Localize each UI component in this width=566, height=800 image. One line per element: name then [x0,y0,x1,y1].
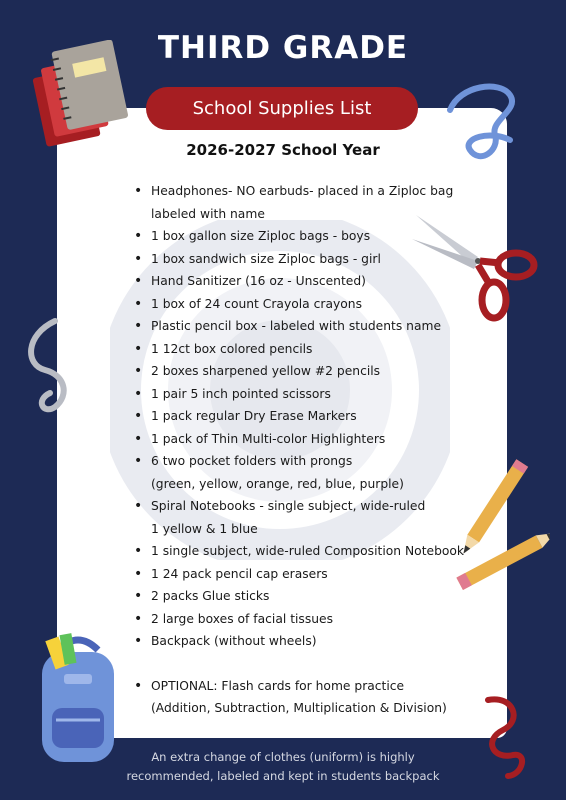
school-year: 2026-2027 School Year [186,141,380,159]
list-item: • Headphones- NO earbuds- placed in a Ziploc bag labeled with name [133,180,473,225]
list-item: • 1 box of 24 count Crayola crayons [133,293,473,316]
list-item: • Hand Sanitizer (16 oz - Unscented) [133,270,473,293]
list-item: • 1 box sandwich size Ziploc bags - girl [133,248,473,271]
squiggle-icon [440,80,530,170]
list-item: • 2 boxes sharpened yellow #2 pencils [133,360,473,383]
list-item: • Backpack (without wheels) [133,630,473,653]
footer-note: An extra change of clothes (uniform) is highly recommended, labeled and kept in students backpack [126,750,440,783]
list-item: • Spiral Notebooks - single subject, wide-ruled 1 yellow & 1 blue [133,495,473,540]
list-item: • 1 12ct box colored pencils [133,338,473,361]
subtitle-banner: School Supplies List [146,87,418,130]
list-item: • 6 two pocket folders with prongs (green, yellow, orange, red, blue, purple) [133,450,473,495]
backpack-icon [28,630,128,770]
page-title: THIRD GRADE [157,30,409,66]
list-item: • 1 pair 5 inch pointed scissors [133,383,473,406]
squiggle-icon [15,315,85,415]
pencil-icon [440,455,550,605]
scissors-icon [408,205,548,325]
notebooks-icon [30,40,140,155]
list-item: • Plastic pencil box - labeled with students name [133,315,473,338]
list-item: • 2 large boxes of facial tissues [133,608,473,631]
list-item: • 1 24 pack pencil cap erasers [133,563,473,586]
list-item-optional: • OPTIONAL: Flash cards for home practice (Addition, Subtraction, Multiplication & Division) [133,675,473,720]
list-item: • 1 pack regular Dry Erase Markers [133,405,473,428]
list-item: • 2 packs Glue sticks [133,585,473,608]
list-item: • 1 box gallon size Ziploc bags - boys [133,225,473,248]
list-item: • 1 pack of Thin Multi-color Highlighters [133,428,473,451]
squiggle-icon [468,690,538,780]
list-item: • 1 single subject, wide-ruled Composition Notebook [133,540,473,563]
